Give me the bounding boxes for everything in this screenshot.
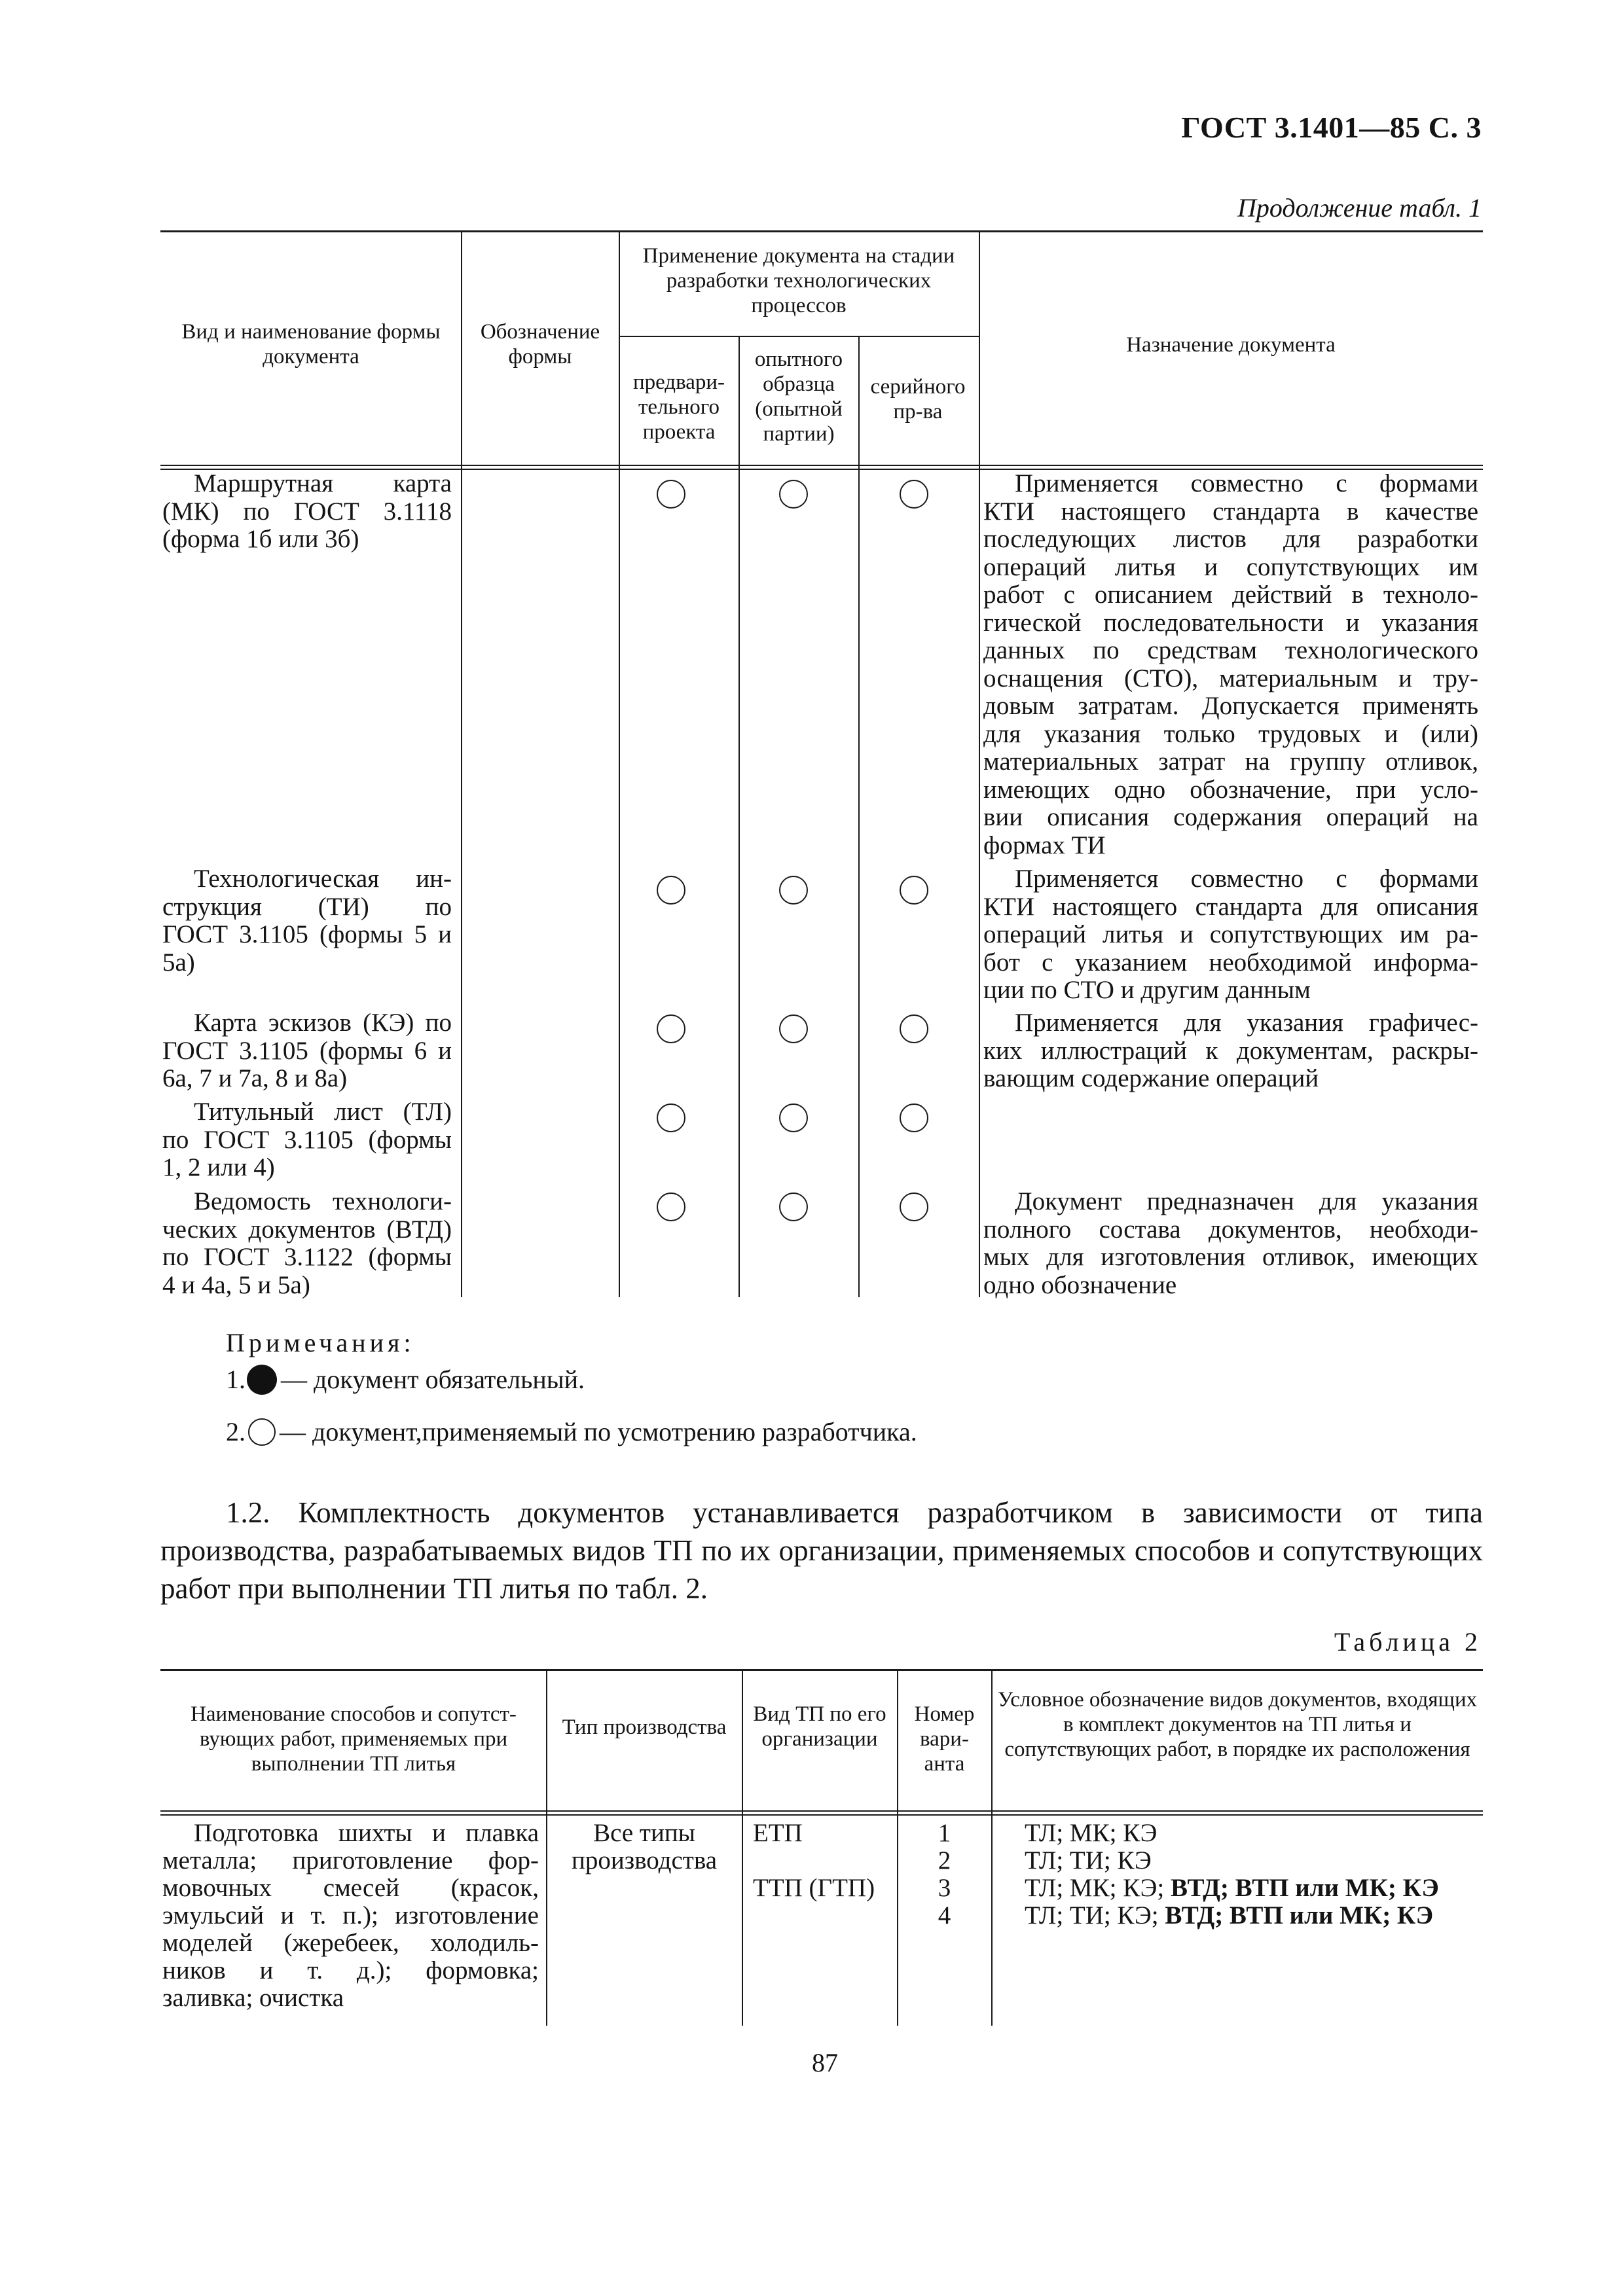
page-number: 87	[812, 2048, 838, 2077]
header-designation: Обозначение формы	[480, 320, 600, 368]
t2-col-divider-2	[742, 1669, 743, 2026]
mark-optional-ke-prelim	[657, 1014, 685, 1043]
row-mk-kind: Маршрутная карта (МК) по ГОСТ 3.1118 (форма 1б или 3б)	[162, 469, 452, 553]
row-ti-kind: Технологическая ин- струкция (ТИ) по ГОСТ 3.1105 (формы 5 и 5а)	[162, 865, 452, 977]
t2-methods-cell: Подготовка шихты и плавка металла; приготовление фор- мовочных смесей (красок, эмульсий и т. п.); изготовление моделей (жеребеек, холодиль- ников и т. д.); формовка; заливка; очистка	[162, 1819, 539, 2012]
mark-optional-mk-serial	[900, 480, 928, 509]
mark-optional-mk-pilot	[779, 480, 808, 509]
mark-optional-vtd-serial	[900, 1193, 928, 1221]
t2-docs-line: ТЛ; МК; КЭ; ВТД; ВТП или МК; КЭ	[1025, 1874, 1439, 1902]
note-2-text: — документ,применяемый по усмотрению разработчика.	[280, 1417, 917, 1446]
paragraph-1-2: 1.2. Комплектность документов устанавливается разработчиком в зависимости от типа производства, разрабатываемых видов ТП по их организации, применяемых способов и сопутствующих работ при выполнении ТП литья по табл. 2.	[160, 1496, 1483, 1605]
mark-optional-ti-pilot	[779, 876, 808, 905]
row-vtd-kind: Ведомость технологи- ческих документов (ВТД) по ГОСТ 3.1122 (формы 4 и 4а, 5 и 5а)	[162, 1187, 452, 1299]
stage-group-divider	[619, 336, 979, 337]
filled-circle-icon	[247, 1365, 277, 1395]
row-mk-purpose: Применяется совместно с формами КТИ настоящего стандарта в качестве последующих листов для разработки операций литья и сопутствующих им работ с описанием действий в техноло- гической последовательности и указания данных по средствам технологического оснащения (СТО), материальным и тру- довым затратам. Допускается применять для указания только трудовых и (или) материальных затрат на группу отливок, имеющих одно обозначение, при усло- вии описания содержания операций на формах ТИ	[983, 469, 1478, 859]
t2-header-prod-type: Тип производства	[562, 1715, 727, 1739]
t2-col-divider-3	[897, 1669, 898, 2026]
table-2-header-rule-a	[160, 1810, 1483, 1812]
table-1-top-rule	[160, 230, 1483, 232]
mark-optional-mk-prelim	[657, 480, 685, 509]
t2-header-docs: Условное обозначение видов документов, входящих в комплект документов на ТП литья и сопутствующих работ, в порядке их расположения	[997, 1688, 1478, 1761]
header-kind: Вид и наименование формы документа	[181, 320, 441, 368]
col-divider-3	[739, 336, 740, 1297]
t2-variants-cell: 1 2 3 4	[938, 1819, 951, 1929]
t2-header-variant: Номер вари- анта	[914, 1702, 975, 1776]
row-tl-kind: Титульный лист (ТЛ) по ГОСТ 3.1105 (формы 1, 2 или 4)	[162, 1098, 452, 1181]
row-ti-purpose: Применяется совместно с формами КТИ настоящего стандарта для описания операций литья и сопутствующих им ра- бот с указанием необходимой информа- ции по СТО и другим данным	[983, 865, 1478, 1004]
header-stage-pilot: опытного образца (опытной партии)	[754, 348, 843, 446]
col-divider-4	[858, 336, 860, 1297]
t2-col-divider-4	[991, 1669, 993, 2026]
note-1-text: — документ обязательный.	[281, 1365, 585, 1394]
mark-optional-ke-serial	[900, 1014, 928, 1043]
note-2-number: 2.	[226, 1417, 246, 1446]
table-1-header-rule-a	[160, 465, 1483, 466]
t2-header-methods: Наименование способов и сопутст- вующих работ, применяемых при выполнении ТП литья	[191, 1702, 517, 1776]
mark-optional-ti-serial	[900, 876, 928, 905]
t2-tp-kind-etp: ЕТП	[753, 1819, 803, 1847]
note-1	[226, 1364, 585, 1395]
row-vtd-purpose: Документ предназначен для указания полного состава документов, необходи- мых для изготовления отливок, имеющих одно обозначение	[983, 1187, 1478, 1299]
col-divider-1	[461, 230, 462, 1297]
mark-optional-tl-prelim	[657, 1103, 685, 1132]
row-ke-kind: Карта эскизов (КЭ) по ГОСТ 3.1105 (формы 6 и 6а, 7 и 7а, 8 и 8а)	[162, 1009, 452, 1092]
mark-optional-ti-prelim	[657, 876, 685, 905]
t2-col-divider-1	[546, 1669, 547, 2026]
mark-optional-vtd-pilot	[779, 1193, 808, 1221]
table-2-header-rule-b	[160, 1814, 1483, 1816]
header-stage-group: Применение документа на стадии разработки технологических процессов	[642, 244, 955, 317]
mark-optional-tl-pilot	[779, 1103, 808, 1132]
t2-docs-line: ТЛ; ТИ; КЭ; ВТД; ВТП или МК; КЭ	[1025, 1901, 1434, 1929]
table-2-caption: Таблица 2	[1334, 1627, 1482, 1657]
t2-prod-type-cell: Все типы производства	[571, 1819, 718, 1874]
header-stage-prelim: предвари- тельного проекта	[632, 370, 725, 444]
note-1-number: 1.	[226, 1365, 246, 1394]
mark-optional-ke-pilot	[779, 1014, 808, 1043]
header-stage-serial: серийного пр-ва	[870, 375, 966, 423]
mark-optional-vtd-prelim	[657, 1193, 685, 1221]
col-divider-2	[619, 230, 620, 1297]
empty-circle-icon	[248, 1418, 276, 1446]
standard-header: ГОСТ 3.1401—85 С. 3	[1181, 111, 1482, 144]
table-2-top-rule	[160, 1669, 1483, 1671]
note-2	[226, 1416, 917, 1447]
table-continuation-label: Продолжение табл. 1	[1237, 193, 1482, 223]
t2-header-tp-kind: Вид ТП по его организации	[753, 1702, 886, 1751]
t2-tp-kind-ttp: ТТП (ГТП)	[753, 1874, 875, 1902]
t2-docs-line: ТЛ; ТИ; КЭ	[1025, 1846, 1152, 1874]
mark-optional-tl-serial	[900, 1103, 928, 1132]
notes-title: Примечания:	[226, 1328, 415, 1357]
row-ke-purpose: Применяется для указания графичес- ких иллюстраций к документам, раскры- вающим содержание операций	[983, 1009, 1478, 1092]
header-purpose: Назначение документа	[1126, 333, 1336, 357]
t2-docs-cell	[1025, 1820, 1483, 1929]
t2-docs-line: ТЛ; МК; КЭ	[1025, 1819, 1158, 1847]
